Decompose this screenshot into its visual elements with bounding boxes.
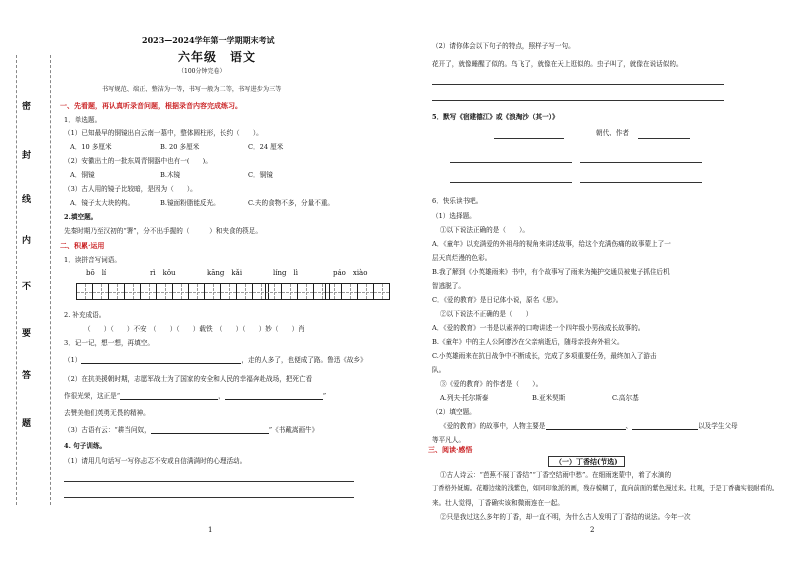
margin-char: 封 xyxy=(22,151,32,161)
q1-1: （1）已知最早的铜镜出自云南一墓中，整体圆柱形，长约（ ）。 xyxy=(64,129,263,137)
q5-dynasty: 朝代、作者 xyxy=(596,129,629,137)
q6-1b-option-c: C.小英雄雨来在抗日战争中不断成长，完成了多项重要任务，最终加入了游击 xyxy=(432,352,657,360)
reading-p2a: ②只是我过这么多年的丁香，却一直不明，为什么古人发明了丁香结的说法。今年一次 xyxy=(440,513,691,521)
answer-line[interactable] xyxy=(64,481,354,482)
q5-label: 5．默写《宿建德江》或《浪淘沙（其一）》 xyxy=(432,113,559,121)
q3-1-text: ，走的人多了，也便成了路。鲁迅《故乡》 xyxy=(241,356,367,364)
q6-1a-option-c: C．《爱的教育》是日记体小说，原名《思》。 xyxy=(432,296,563,304)
q6-2-blank-1[interactable] xyxy=(546,429,626,430)
exam-title: 2023—2024学年第一学期期末考试 xyxy=(142,35,275,45)
poem-line[interactable] xyxy=(580,182,702,183)
q3-2-blank-1[interactable] xyxy=(120,399,218,400)
section-3-title: 三、阅读·感悟 xyxy=(428,445,473,454)
q6-2a xyxy=(440,423,738,430)
q3-2b xyxy=(64,393,326,400)
q6-2d: 等平凡人。 xyxy=(432,436,465,444)
q3-1 xyxy=(64,357,367,364)
reading-title: （一）丁香结(节选) xyxy=(548,456,625,467)
poem-line[interactable] xyxy=(450,162,572,163)
q6-1c-option-c: C.高尔基 xyxy=(612,394,639,402)
q1-1-option-a: A．10 多厘米 xyxy=(70,143,112,151)
q3-label: 3．记一记，想一想，再填空。 xyxy=(64,339,154,347)
q3-2-lead: 作很光荣，这正是“ xyxy=(64,392,121,400)
q3-3-source: ”《书戴嵩画牛》 xyxy=(268,426,319,434)
r2-example: 花开了，就像睡醒了似的。鸟飞了，就像在天上逛似的。虫子叫了，就像在说话似的。 xyxy=(432,60,683,68)
subject-title: 六年级 语文 xyxy=(178,50,257,64)
pinyin-4: líng lì xyxy=(273,269,298,277)
idiom-line: （ ）（ ）不安 （ ）（ ）载铁 （ ）（ ）妙（ ）肖 xyxy=(84,325,305,333)
pinyin-task: 1．读拼音写词语。 xyxy=(64,256,121,264)
pinyin-1: bō lí xyxy=(86,269,107,277)
q6-1a-option-b-cont: 智逃脱了。 xyxy=(432,282,465,290)
writing-grid-4[interactable] xyxy=(265,283,329,299)
q3-2-blank-2[interactable] xyxy=(225,399,323,400)
q1-2: （2）安徽出土的一批东周青铜器中也有一( )。 xyxy=(64,157,212,165)
q6-1b-option-c-cont: 队。 xyxy=(432,366,446,374)
q6-2-sep: 、 xyxy=(625,422,633,430)
writing-grid-2[interactable] xyxy=(140,283,204,299)
margin-char: 不 xyxy=(22,282,32,292)
q3-2a: （2）在抗美援朝时期，志愿军战士为了国家的安全和人民的幸福奔赴战场，把死亡看 xyxy=(64,375,313,383)
q6-label: 6．快乐读书吧。 xyxy=(432,197,483,205)
r2-question: （2）请你体会以下句子的特点，照样子写一句。 xyxy=(432,42,575,50)
q6-1a-option-a: A．《童年》以充满爱的外祖母的视角来讲述故事，给这个充满伤痛的故事蒙上了一 xyxy=(432,240,671,248)
q1-3-option-b: B.镜面粉脂能反光。 xyxy=(160,199,220,207)
q6-2-label: （2）填空题。 xyxy=(432,408,476,416)
q3-2e: 去赞美他们英勇无畏的精神。 xyxy=(64,409,150,417)
q6-1a-option-b: B.我了解到《小英雄雨来》书中，有个故事写了雨来为掩护交通员被鬼子抓住后机 xyxy=(432,268,670,276)
q3-3-lead: （3）古语有云：“耕当问奴， xyxy=(64,426,151,434)
q6-1a: ①以下说法正确的是（ ）。 xyxy=(440,226,530,234)
q3-3-blank[interactable] xyxy=(151,433,269,434)
q2-label: 2.填空题。 xyxy=(64,213,98,221)
duration: （100分钟完卷） xyxy=(178,68,226,75)
answer-line[interactable] xyxy=(432,100,724,101)
q2b-label: 2. 补充成语。 xyxy=(64,311,106,319)
q4-1: （1）请用几句话写一写你忐忑不安或自信满满时的心理活动。 xyxy=(64,457,247,465)
section-2-title: 二、积累·运用 xyxy=(60,241,105,250)
poem-line[interactable] xyxy=(580,162,702,163)
q6-2-lead: 《爱的教育》的故事中，人物主要是 xyxy=(440,422,546,430)
page-number: 2 xyxy=(590,526,595,534)
q1-2-option-c: C．铜镜 xyxy=(248,171,273,179)
binding-line xyxy=(50,55,51,505)
page-number: 1 xyxy=(208,526,213,534)
q6-1b-option-b: B.《童年》中的主人公阿廖沙在父亲病逝后，随母亲投奔外祖父。 xyxy=(432,338,624,346)
answer-line[interactable] xyxy=(432,84,724,85)
answer-line[interactable] xyxy=(64,497,354,498)
poem-title-blank[interactable] xyxy=(494,138,564,139)
q6-1c: ③《爱的教育》的作者是（ ）。 xyxy=(440,380,543,388)
binding-line xyxy=(16,55,17,505)
q1-3: （3）古人用的镜子比较暗，是因为（ ）。 xyxy=(64,185,197,193)
dynasty-author-blank[interactable] xyxy=(638,138,690,139)
writing-grid-1[interactable] xyxy=(76,283,140,299)
writing-rule: 书写规范、端正、整洁为一等，书写一般为二等，书写进步为三等 xyxy=(102,86,282,93)
q6-1a-option-a-cont: 层天真烂漫的色彩。 xyxy=(432,254,492,262)
q3-1-number: （1） xyxy=(64,356,82,364)
q6-1c-option-a: A.列夫·托尔斯泰 xyxy=(440,394,489,402)
q1-1-option-b: B. 20 多厘米 xyxy=(160,143,200,151)
q1-3-option-c: C.夫的食物不多，分量不重。 xyxy=(248,199,335,207)
margin-char: 线 xyxy=(22,195,32,205)
q3-3 xyxy=(64,427,318,434)
margin-char: 要 xyxy=(22,329,32,339)
writing-grid-5[interactable] xyxy=(325,283,389,299)
q1-2-option-b: B.木镜 xyxy=(160,171,181,179)
writing-grid-3[interactable] xyxy=(204,283,268,299)
q1-3-option-a: A．镜子太大块的构。 xyxy=(70,199,135,207)
q6-1b: ②以下说法不正确的是（ ） xyxy=(440,310,533,318)
margin-char: 题 xyxy=(22,419,32,429)
q2-text: 先秦时期乃至汉初的“署”，分不出手握的（ ）和夹食的筷足。 xyxy=(64,227,262,235)
q6-2-blank-2[interactable] xyxy=(632,429,698,430)
q1-label: 1．单选题。 xyxy=(64,116,102,124)
reading-p1b: 丁香格外妩媚。花瓣边缘的浅紫色，如同印象派的画，残存模糊了，直向前面的紫色漫过来。壮观，于是丁香确实很耐看的。 xyxy=(432,485,779,492)
poem-line[interactable] xyxy=(450,182,572,183)
q6-1b-option-a: A．《爱的教育》一书是以素养的口吻讲述一个四年级小男孩成长故事的。 xyxy=(432,324,645,332)
q6-2-tail: 以及学生父母 xyxy=(698,422,738,430)
reading-p1c: 来。壮人觉得，丁香确实该和微雨连在一起。 xyxy=(432,499,564,507)
pinyin-2: rì kǒu xyxy=(150,269,176,277)
q6-1-label: （1）选择题。 xyxy=(432,212,476,220)
q3-2-comma: ， xyxy=(218,392,225,400)
pinyin-5: páo xiào xyxy=(333,269,368,277)
margin-char: 内 xyxy=(22,236,32,246)
q4-label: 4. 句子训练。 xyxy=(64,442,107,450)
q3-1-blank[interactable] xyxy=(81,363,241,364)
q6-1c-option-b: B.亚米契斯 xyxy=(532,394,566,402)
margin-char: 答 xyxy=(22,371,32,381)
q1-1-option-c: C．24 厘米 xyxy=(248,143,284,151)
pinyin-3: kāng kǎi xyxy=(207,269,243,277)
q1-2-option-a: A．铜镜 xyxy=(70,171,95,179)
section-1-title: 一、先看题，再认真听录音问题，根据录音内容完成练习。 xyxy=(60,101,242,110)
margin-char: 密 xyxy=(22,102,32,112)
q3-2-close: ” xyxy=(322,392,327,400)
reading-p1a: ①古人诗云：“芭蕉不展丁香结”“丁香空结雨中愁”。在细雨迷蒙中，着了水滴的 xyxy=(440,471,672,479)
